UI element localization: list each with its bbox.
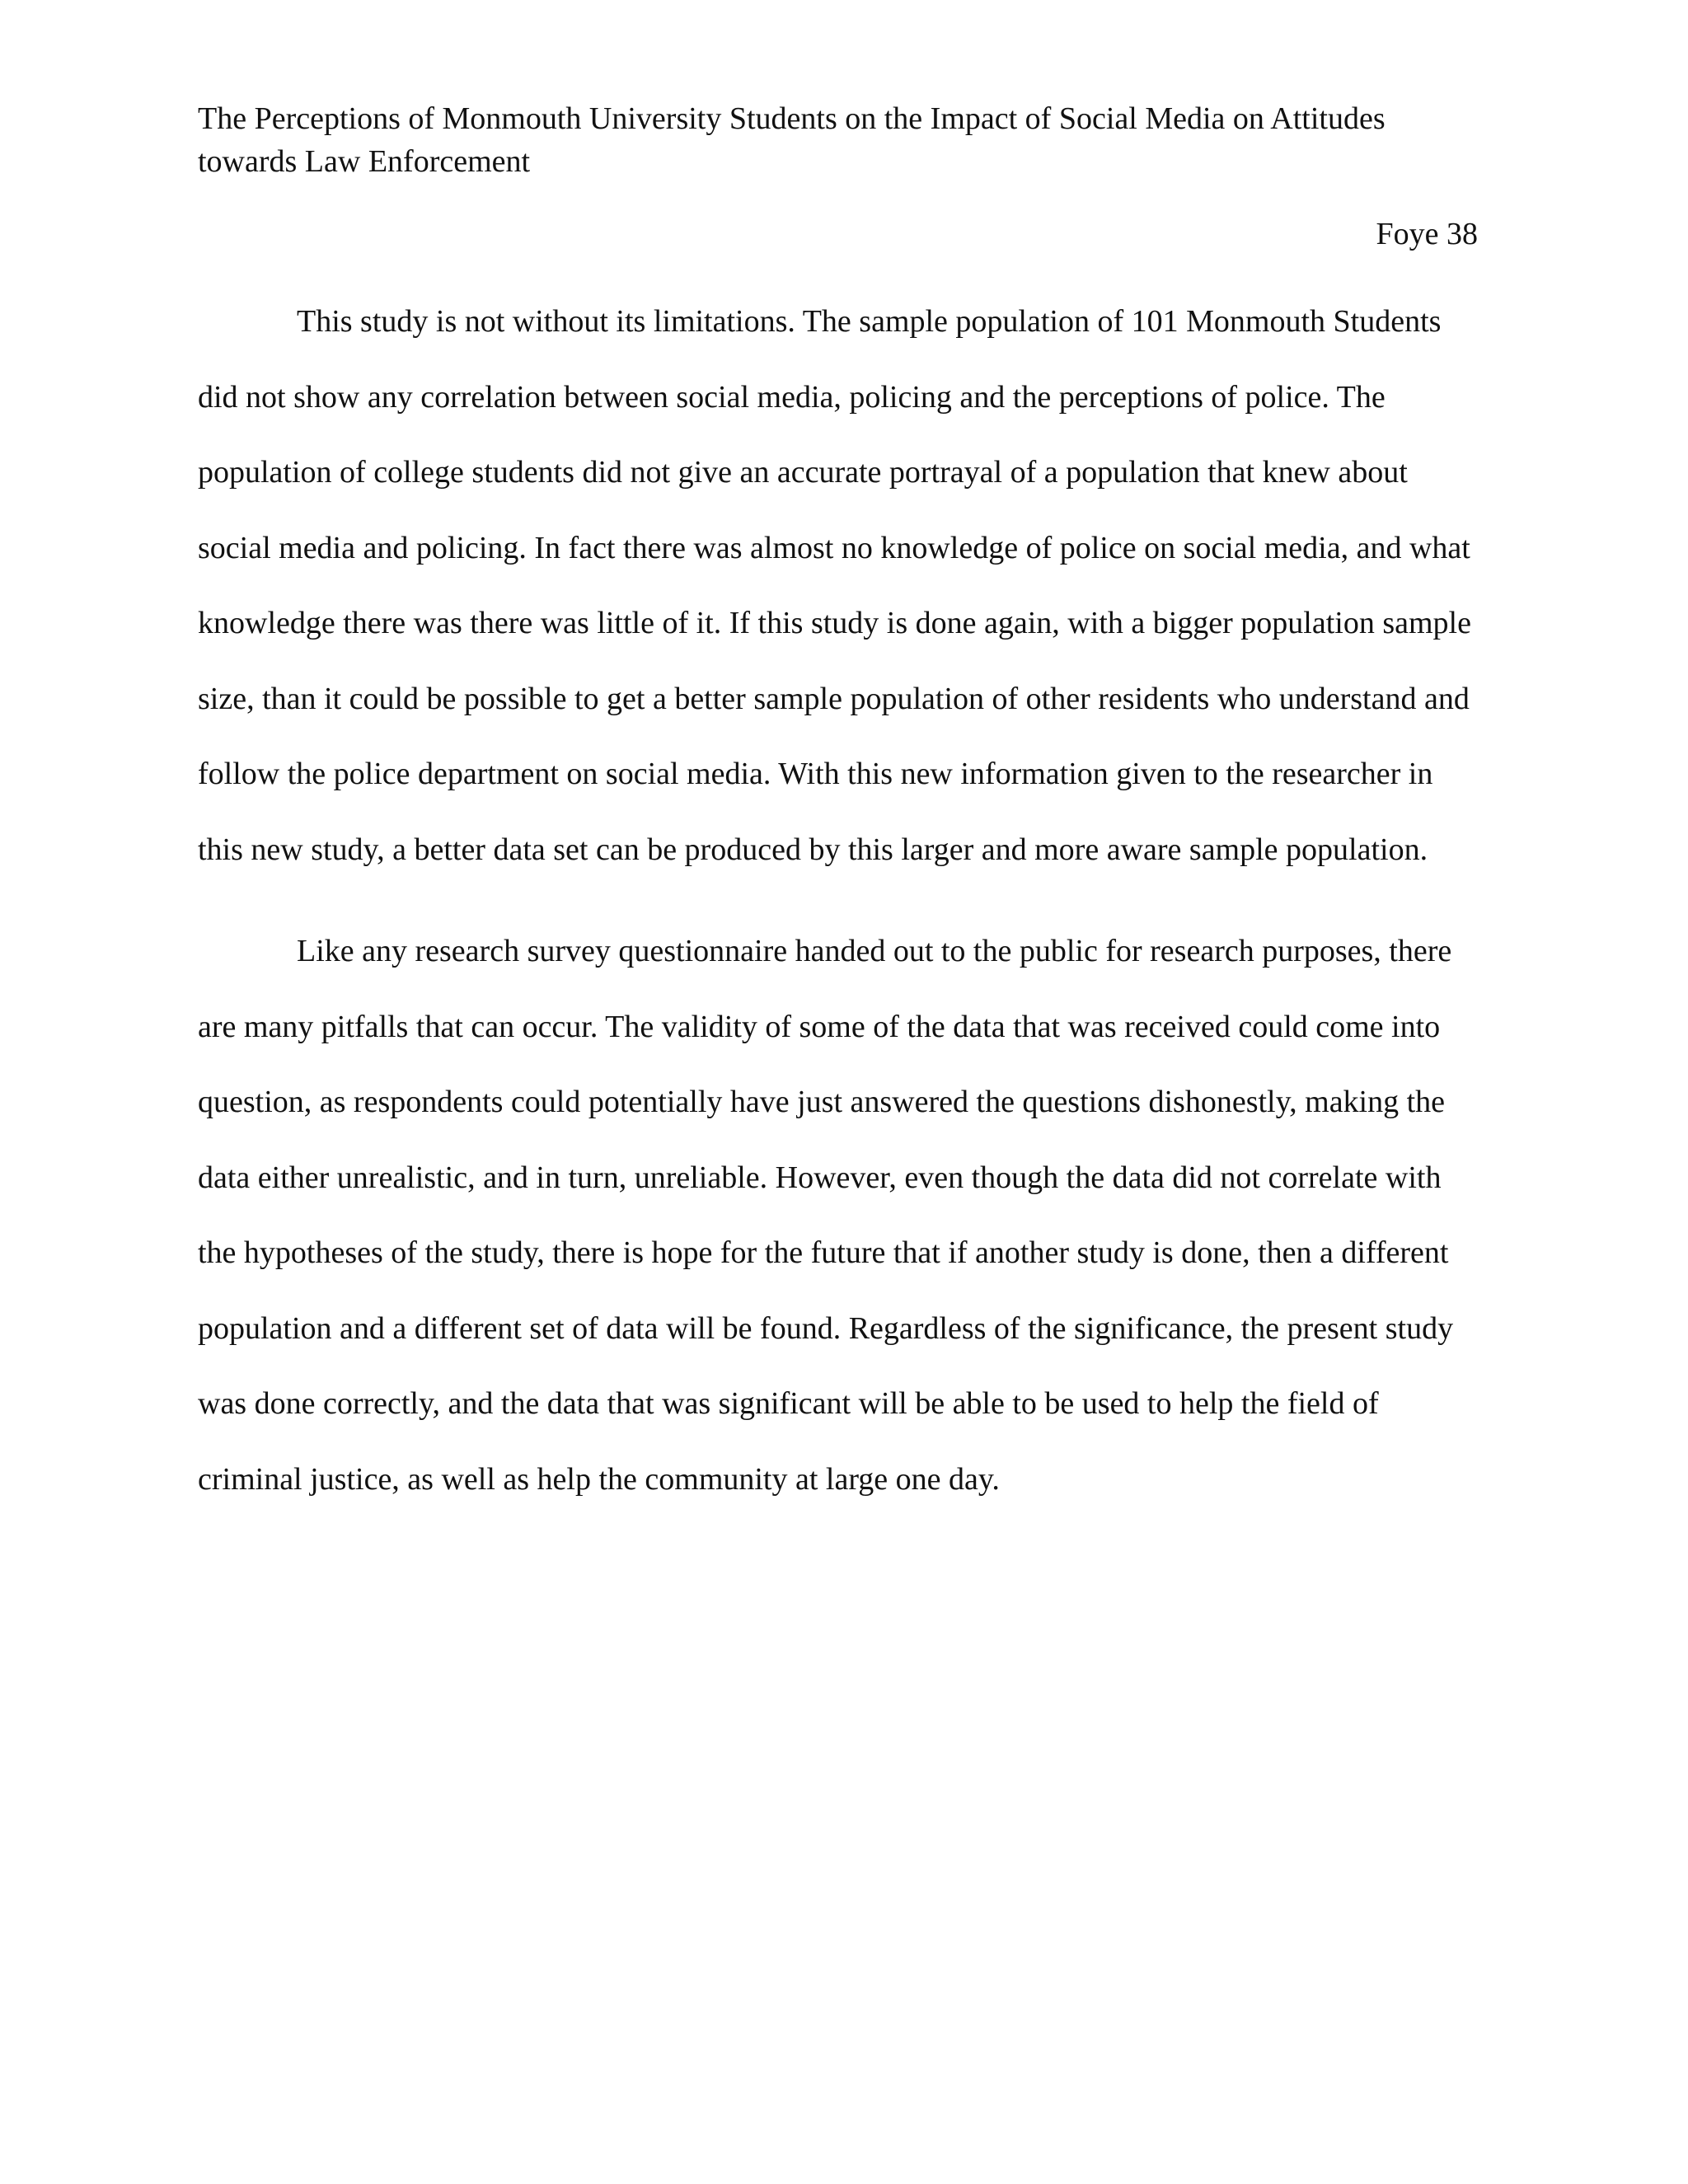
body-text — [198, 284, 1485, 1544]
paragraph-limitations: This study is not without its limitations. The sample population of 101 Monmouth Students did not show any correlation between social media, policing and the perceptions of police. The population of college students did not give an accurate portrayal of a population that knew about social media and policing. In fact there was almost no knowledge of police on social media, and what knowledge there was there was little of it. If this study is done again, with a bigger population sample size, than it could be possible to get a better sample population of other residents who understand and follow the police department on social media. With this new information given to the researcher in this new study, a better data set can be produced by this larger and more aware sample population. — [198, 304, 1471, 867]
running-head-title: The Perceptions of Monmouth University Students on the Impact of Social Media on Attitudes towards Law Enforcement — [198, 101, 1386, 179]
paragraph-pitfalls: Like any research survey questionnaire handed out to the public for research purposes, there are many pitfalls that can occur. The validity of some of the data that was received could come into question, as respondents could potentially have just answered the questions dishonestly, making the data either unrealistic, and in turn, unreliable. However, even though the data did not correlate with the hypotheses of the study, there is hope for the future that if another study is done, then a different population and a different set of data will be found. Regardless of the significance, the present study was done correctly, and the data that was significant will be able to be used to help the field of criminal justice, as well as help the community at large one day. — [198, 934, 1454, 1497]
page-number-label: Foye 38 — [1376, 217, 1478, 251]
